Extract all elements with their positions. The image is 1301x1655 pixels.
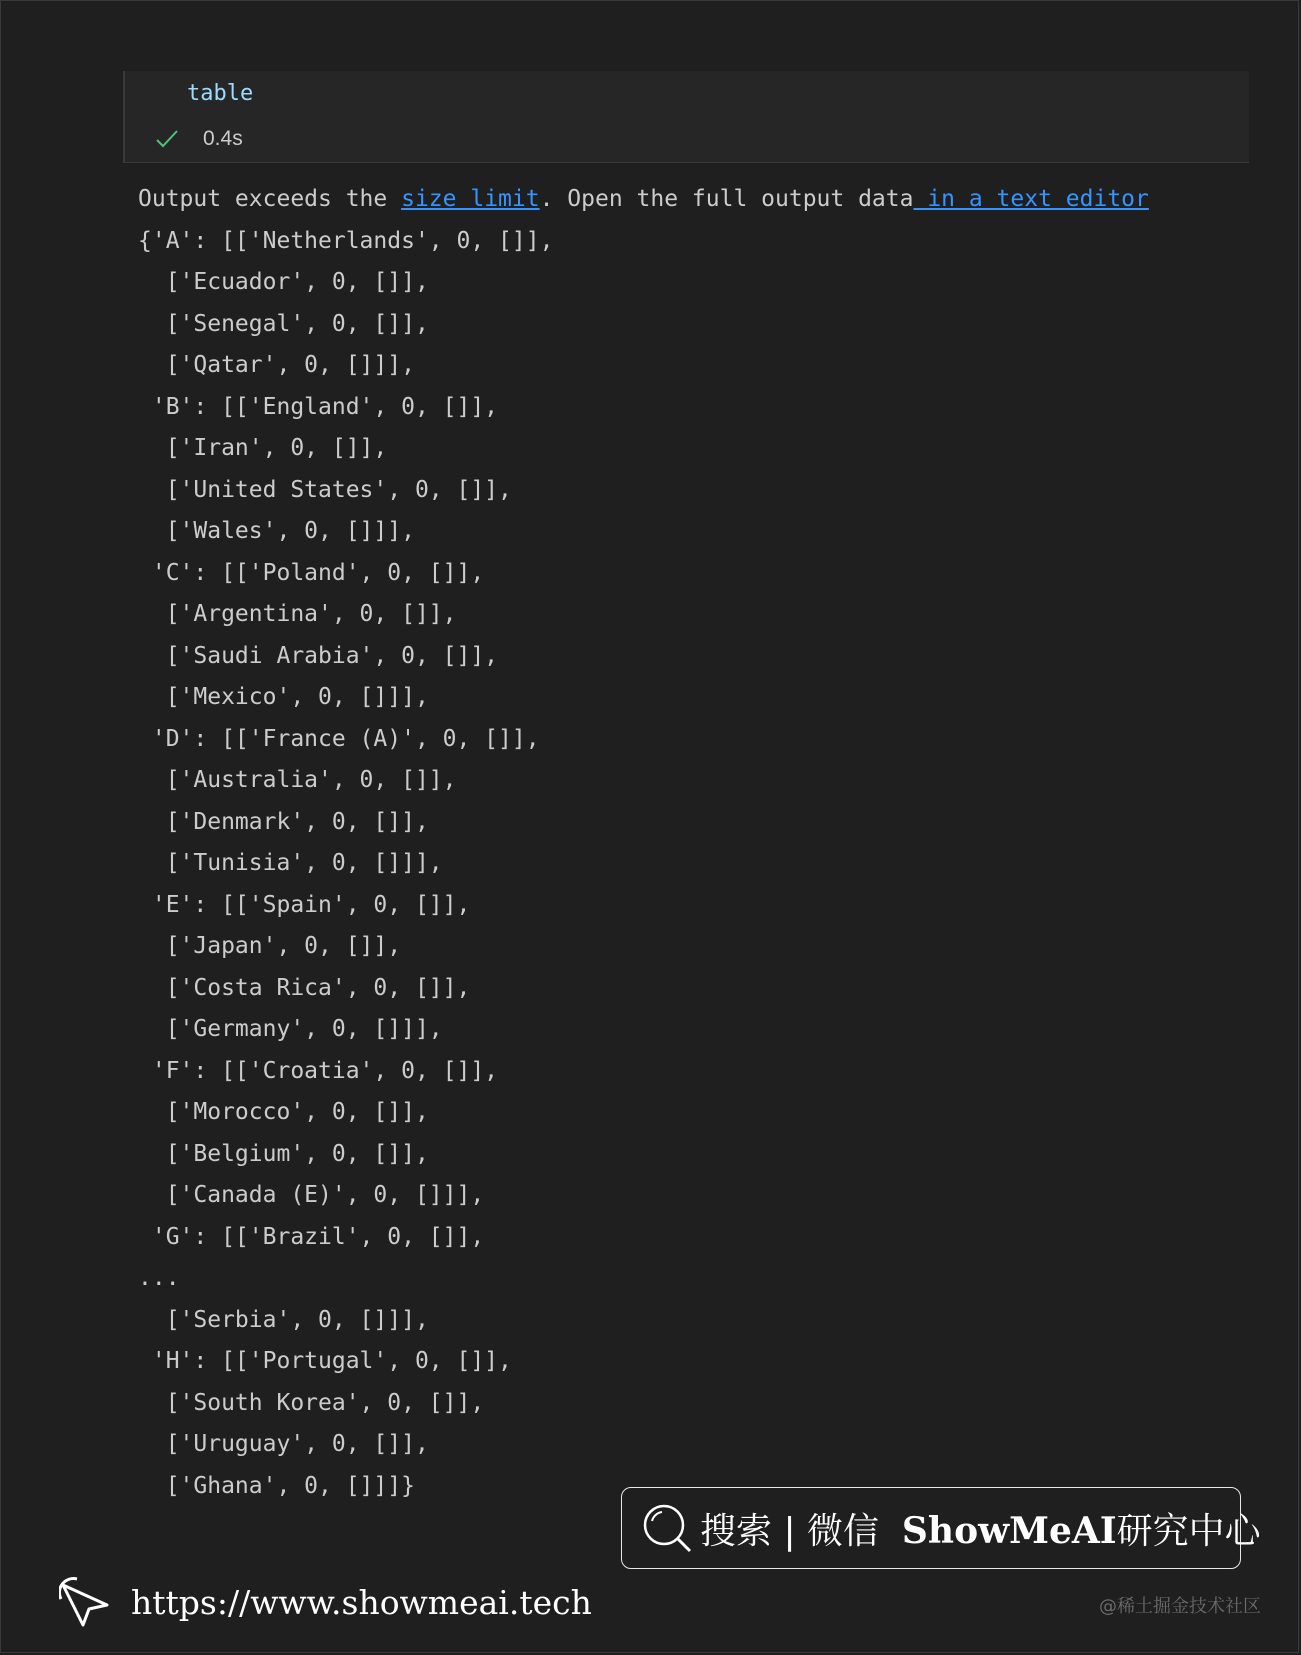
output-line: 'D': [['France (A)', 0, []], xyxy=(138,725,540,752)
output-line: ['Belgium', 0, []], xyxy=(138,1140,429,1167)
output-line: ['Iran', 0, []], xyxy=(138,435,388,461)
output-line: ['Canada (E)', 0, []]], xyxy=(138,1182,485,1208)
brand-name: ShowMeAI xyxy=(901,1509,1117,1552)
notebook-cell[interactable] xyxy=(123,71,1249,163)
cell-code[interactable]: table xyxy=(187,81,254,106)
output-line: ['United States', 0, []], xyxy=(138,476,512,503)
output-line: ['Ghana', 0, []]]} xyxy=(138,1472,415,1499)
output-line: 'C': [['Poland', 0, []], xyxy=(138,559,485,586)
execution-time: 0.4s xyxy=(203,127,243,150)
watermark: @稀土掘金技术社区 xyxy=(1099,1596,1261,1617)
notice-middle: . Open the full output data xyxy=(539,186,914,212)
notice-prefix: Output exceeds the xyxy=(138,186,402,212)
output-line: ['South Korea', 0, []], xyxy=(138,1389,485,1416)
output-line: ['Morocco', 0, []], xyxy=(138,1099,429,1125)
check-icon xyxy=(155,127,179,151)
output-line: ['Denmark', 0, []], xyxy=(138,808,429,835)
output-line: ['Argentina', 0, []], xyxy=(138,601,457,627)
output-line: ['Senegal', 0, []], xyxy=(138,310,429,337)
output-line: ['Tunisia', 0, []]], xyxy=(138,850,443,876)
output-line: ['Wales', 0, []]], xyxy=(138,518,415,544)
output-line: ['Saudi Arabia', 0, []], xyxy=(138,642,499,669)
cell-status xyxy=(155,127,243,151)
brand-suffix: 研究中心 xyxy=(1116,1510,1261,1552)
size-limit-link[interactable]: size limit xyxy=(401,186,540,212)
output-line: 'G': [['Brazil', 0, []], xyxy=(138,1223,485,1250)
output-line: ['Costa Rica', 0, []], xyxy=(138,974,471,1001)
cursor-icon xyxy=(59,1575,113,1629)
open-in-text-editor-link[interactable]: in a text editor xyxy=(913,186,1149,212)
output-line: ['Ecuador', 0, []], xyxy=(138,269,429,295)
footer-url xyxy=(59,1575,592,1629)
output-line: ['Australia', 0, []], xyxy=(138,767,457,793)
output-line: ['Qatar', 0, []]], xyxy=(138,352,415,378)
brand-search-banner xyxy=(621,1487,1261,1569)
output-line: ['Mexico', 0, []]], xyxy=(138,684,429,710)
brand-url[interactable]: https://www.showmeai.tech xyxy=(131,1582,592,1622)
output-size-notice xyxy=(138,179,1149,221)
output-line: {'A': [['Netherlands', 0, []], xyxy=(138,227,554,254)
cell-output xyxy=(138,179,1149,1507)
brand-search-text xyxy=(700,1503,1261,1554)
search-icon xyxy=(640,1501,694,1555)
output-line: ['Japan', 0, []], xyxy=(138,933,402,959)
output-line: 'H': [['Portugal', 0, []], xyxy=(138,1348,512,1374)
search-label: 搜索 | 微信 xyxy=(700,1510,880,1552)
output-line: 'F': [['Croatia', 0, []], xyxy=(138,1057,499,1084)
output-line: ['Uruguay', 0, []], xyxy=(138,1431,429,1457)
output-line: ['Serbia', 0, []]], xyxy=(138,1306,429,1333)
output-line: ['Germany', 0, []]], xyxy=(138,1016,443,1042)
output-line: 'B': [['England', 0, []], xyxy=(138,393,499,420)
output-line: 'E': [['Spain', 0, []], xyxy=(138,891,471,918)
output-ellipsis: ... xyxy=(138,1265,180,1291)
